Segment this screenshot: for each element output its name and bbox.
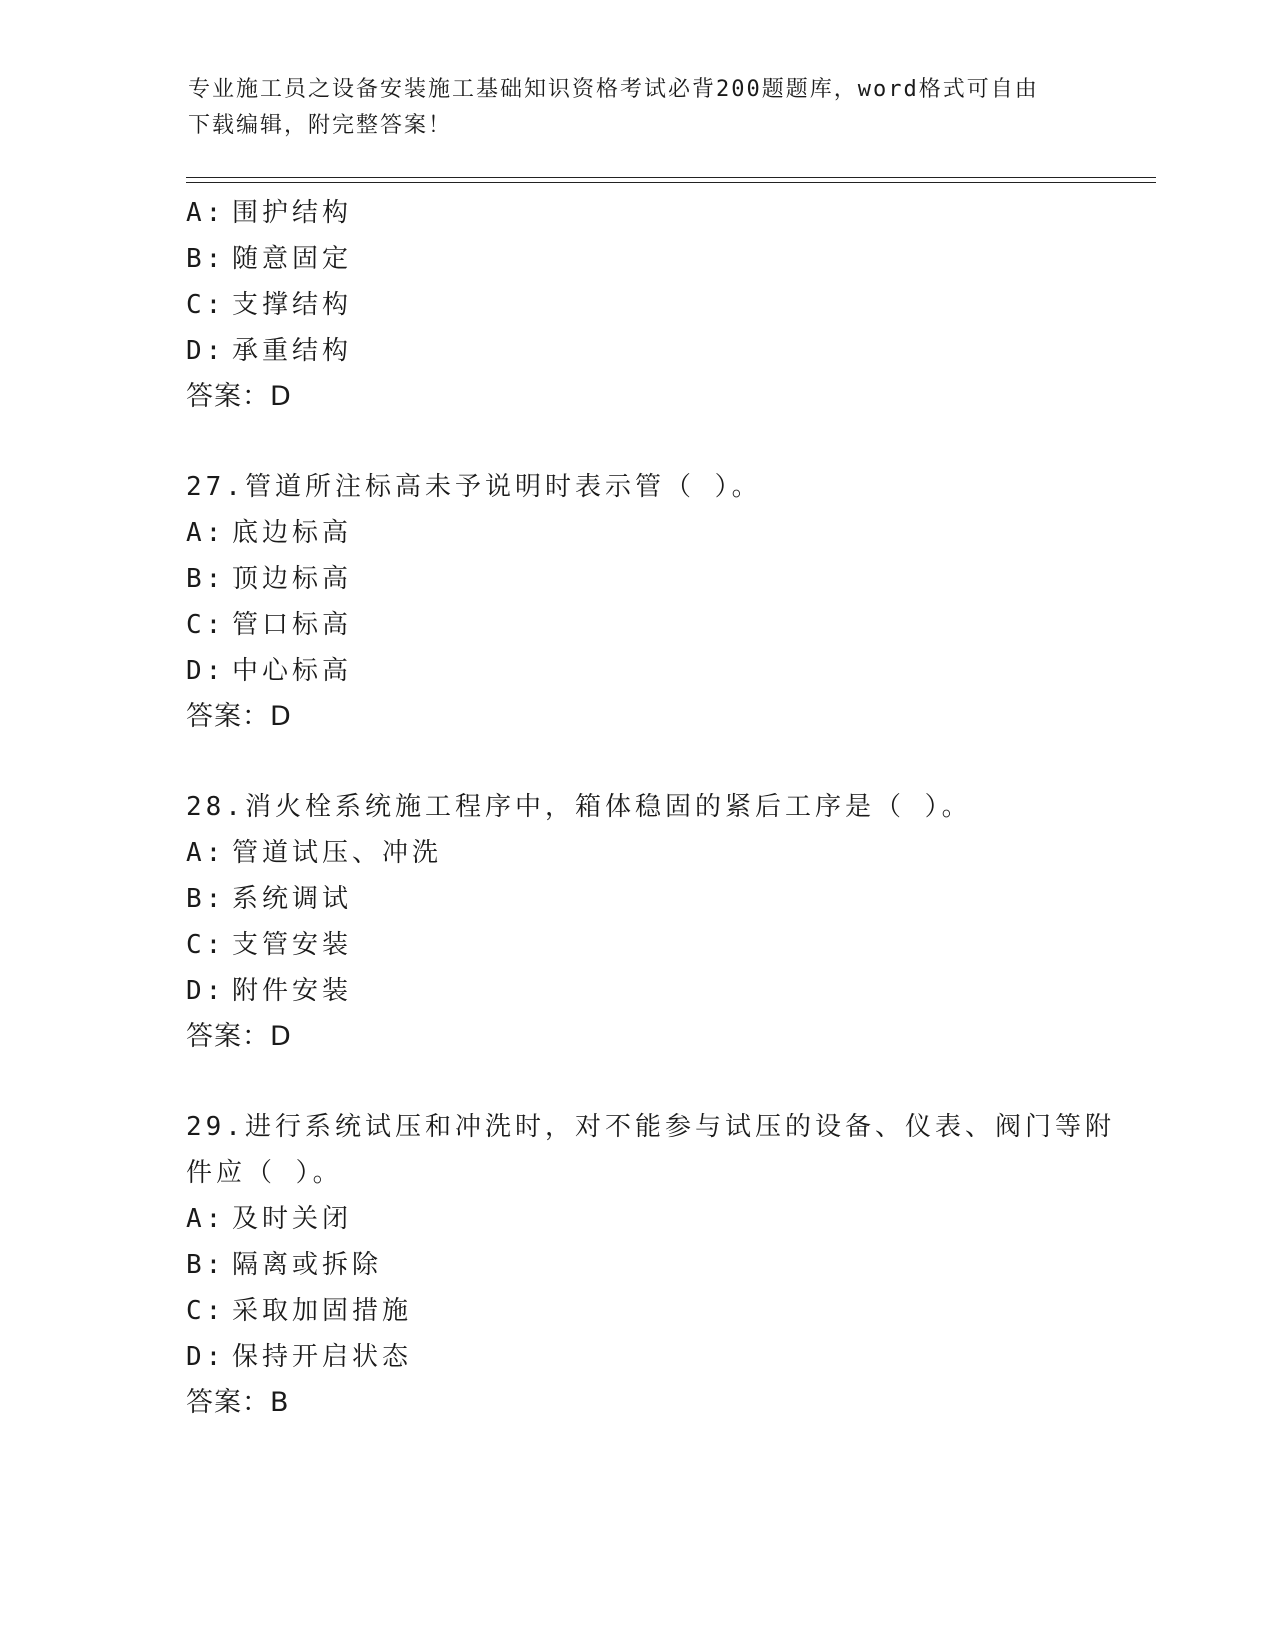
question-stem: 28.消火栓系统施工程序中，箱体稳固的紧后工序是（ ）。 <box>186 792 972 822</box>
question-stem: 27.管道所注标高未予说明时表示管（ ）。 <box>186 472 762 502</box>
answer-line: 答案：D <box>186 1021 292 1052</box>
option-d: D: 承重结构 <box>186 336 353 366</box>
option-b: B: 顶边标高 <box>186 564 353 594</box>
option-b: B: 隔离或拆除 <box>186 1250 383 1280</box>
spacer <box>186 1060 1086 1104</box>
answer-line: 答案：D <box>186 381 292 412</box>
option-d: D: 中心标高 <box>186 656 353 686</box>
option-a: A: 底边标高 <box>186 518 353 548</box>
option-d: D: 保持开启状态 <box>186 1342 413 1372</box>
spacer <box>186 420 1086 464</box>
question-list <box>186 190 1115 1426</box>
header-line-1: 专业施工员之设备安装施工基础知识资格考试必背200题题库，word格式可自由 <box>188 77 1039 102</box>
question-block-29 <box>186 1104 1115 1426</box>
answer-line: 答案：B <box>186 1387 290 1418</box>
header-divider <box>186 177 1156 183</box>
option-d: D: 附件安装 <box>186 976 353 1006</box>
question-stem-line-2: 件应（ ）。 <box>186 1158 343 1188</box>
option-b: B: 随意固定 <box>186 244 353 274</box>
option-c: C: 管口标高 <box>186 610 353 640</box>
option-a: A: 管道试压、冲洗 <box>186 838 443 868</box>
option-c: C: 采取加固措施 <box>186 1296 413 1326</box>
question-block-continued <box>186 190 1086 420</box>
question-block-28 <box>186 784 1086 1060</box>
option-b: B: 系统调试 <box>186 884 353 914</box>
option-c: C: 支管安装 <box>186 930 353 960</box>
question-stem-line-1: 29.进行系统试压和冲洗时，对不能参与试压的设备、仪表、阀门等附 <box>186 1112 1115 1142</box>
option-a: A: 围护结构 <box>186 198 353 228</box>
question-block-27 <box>186 464 1086 740</box>
option-a: A: 及时关闭 <box>186 1204 353 1234</box>
spacer <box>186 740 1086 784</box>
header-line-2: 下载编辑，附完整答案！ <box>188 113 453 138</box>
document-header <box>188 72 1088 144</box>
option-c: C: 支撑结构 <box>186 290 353 320</box>
answer-line: 答案：D <box>186 701 292 732</box>
